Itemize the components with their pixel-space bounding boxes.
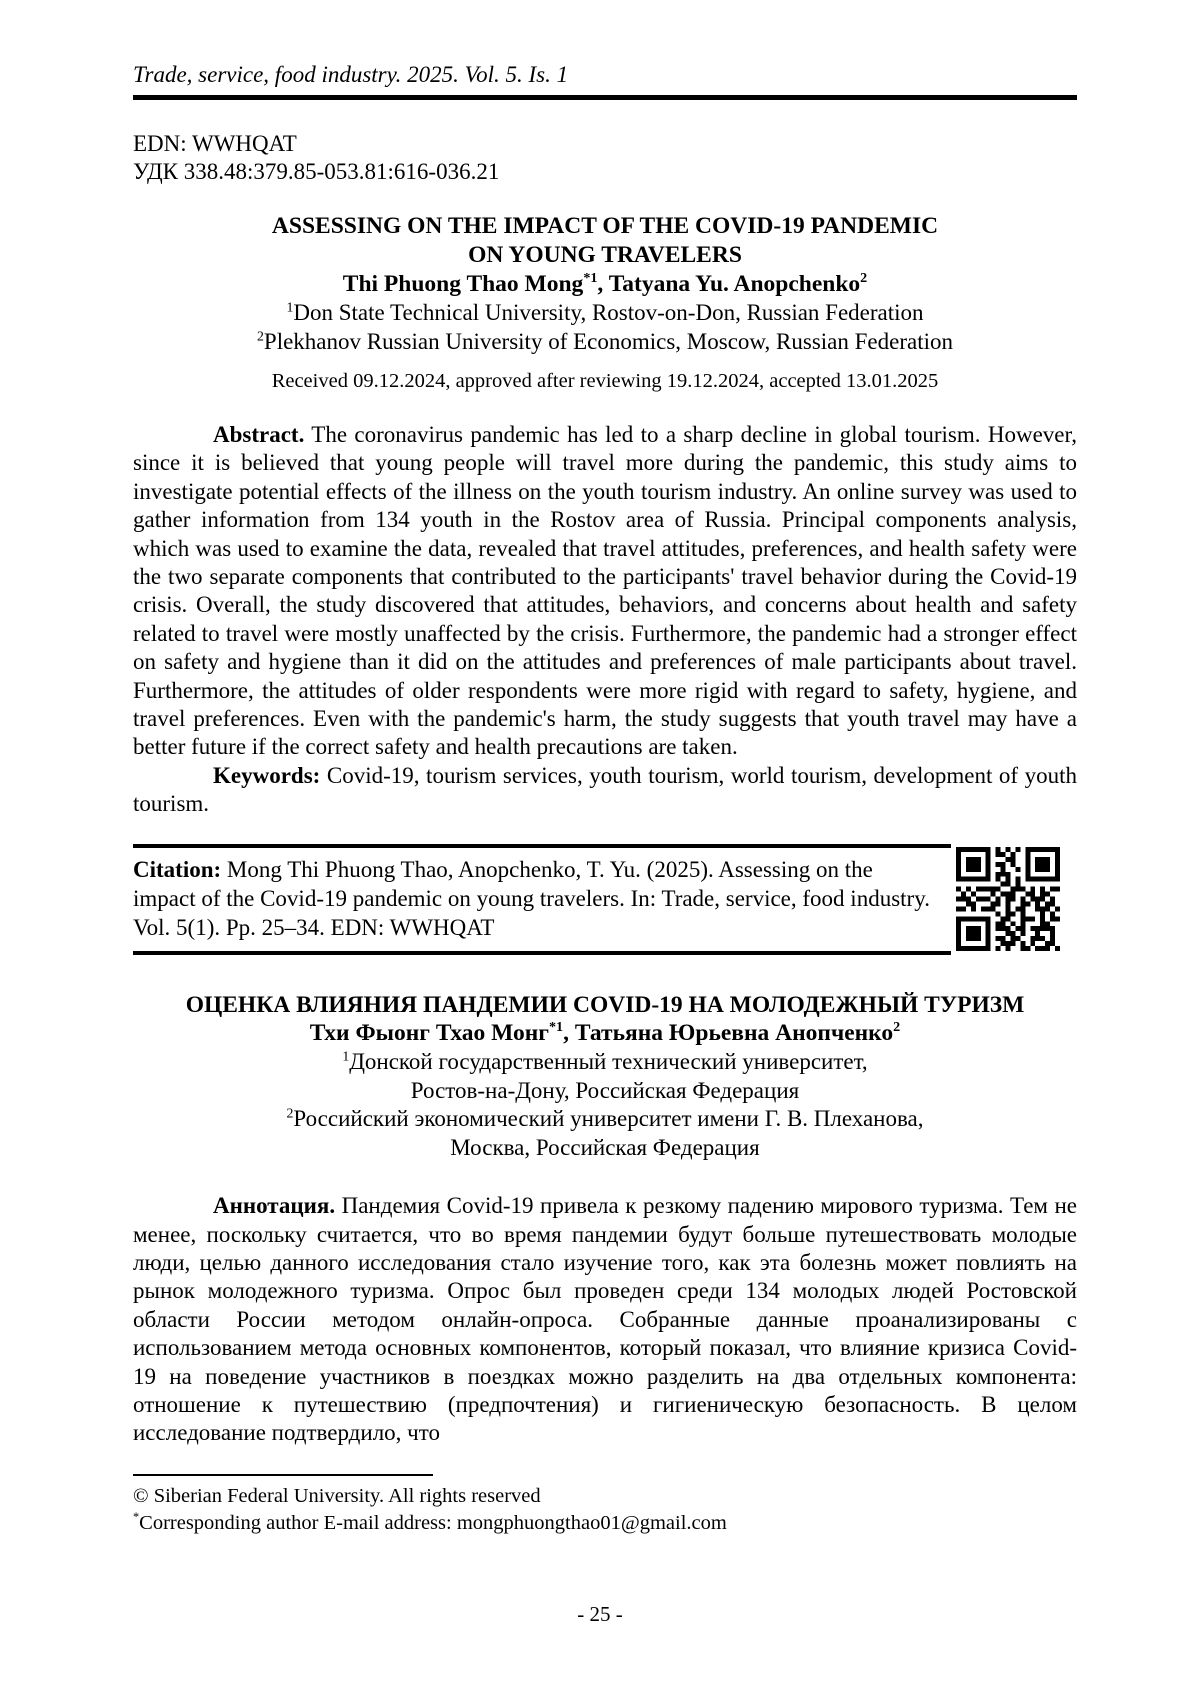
citation-paragraph [133, 855, 938, 942]
annotation-text: Пандемия Covid-19 привела к резкому падению мирового туризма. Тем не менее, поскольку считается, что во время пандемии будут больше путешествовать молодые люди, целью данного исследования стало изучение того, как эта болезнь может повлиять на рынок молодежного туризма. Опрос был проведен среди 134 молодых людей Ростовской области России методом онлайн-опроса. Собранные данные проанализированы с использованием метода основных компонентов, который показал, что влияние кризиса Covid-19 на поведение участников в поездках можно разделить на два отдельных компонента: отношение к путешествию (предпочтения) и гигиеническую безопасность. В целом исследование подтвердило, что [133, 1193, 1077, 1446]
codes-block [133, 130, 1077, 186]
affiliation-ru-3-sup: 2 [286, 1105, 294, 1121]
edn-code: EDN: WWHQAT [133, 131, 297, 156]
copyright-line: © Siberian Federal University. All rights reserved [133, 1484, 541, 1507]
affiliation-ru-4 [133, 1134, 1077, 1163]
header-double-rule [133, 95, 1077, 100]
affiliation-en-1-sup: 1 [286, 299, 294, 315]
author-en-2-sup: 2 [860, 270, 868, 287]
journal-header: Trade, service, food industry. 2025. Vol. 5. Is. 1 [133, 62, 569, 87]
keywords-label: Keywords: [213, 762, 321, 788]
abstract-label: Abstract. [213, 422, 305, 447]
russian-title-block [133, 991, 1077, 1163]
annotation-paragraph [133, 1192, 1077, 1448]
author-ru-2-name: Татьяна Юрьевна Анопченко [574, 1020, 894, 1047]
affiliation-ru-1-text: Донской государственный технический университет, [349, 1049, 868, 1075]
paper-title-ru: ОЦЕНКА ВЛИЯНИЯ ПАНДЕМИИ COVID-19 НА МОЛОДЕЖНЫЙ ТУРИЗМ [185, 991, 1025, 1018]
affiliation-ru-2 [133, 1077, 1077, 1106]
author-en-2-name: Tatyana Yu. Anopchenko [608, 271, 861, 297]
page-number: - 25 - [577, 1602, 623, 1626]
english-title-block [133, 212, 1077, 394]
affiliation-en-1 [133, 299, 1077, 328]
authors-en [133, 270, 1077, 299]
footnote-block [133, 1474, 1077, 1538]
affiliation-en-2-text: Plekhanov Russian University of Economics, Moscow, Russian Federation [263, 328, 953, 354]
footnote-rule [133, 1474, 433, 1476]
author-en-separator: , [597, 271, 609, 297]
affiliation-ru-4-text: Москва, Российская Федерация [450, 1134, 760, 1160]
udk-code: УДК 338.48:379.85-053.81:616-036.21 [133, 159, 500, 184]
authors-ru [133, 1019, 1077, 1048]
abstract-text: The coronavirus pandemic has led to a sharp decline in global tourism. However, since it is believed that young people will travel more during the pandemic, this study aims to investigate potential effects of the illness on the youth tourism industry. An online survey was used to gather information from 134 youth in the Rostov area of Russia. Principal components analysis, which was used to examine the data, revealed that travel attitudes, preferences, and health safety were the two separate components that contributed to the participants' travel behavior during the Covid-19 crisis. Overall, the study discovered that attitudes, behaviors, and concerns about health and safety related to travel were mostly unaffected by the crisis. Furthermore, the pandemic had a stronger effect on safety and hygiene than it did on the attitudes and preferences of male participants about travel. Furthermore, the attitudes of older respondents were more rigid with regard to safety, hygiene, and travel preferences. Even with the pandemic's harm, the study suggests that youth travel may have a better future if the correct safety and health precautions are taken. [133, 422, 1077, 760]
citation-text: Mong Thi Phuong Thao, Anopchenko, T. Yu. (2025). Assessing on the impact of the Covid-19 pandemic on young travelers. In: Trade, service, food industry. Vol. 5(1). Pp. 25–34. EDN: WWHQAT [133, 856, 930, 940]
abstract-section [133, 421, 1077, 819]
corresponding-author-sup: * [133, 1510, 140, 1525]
corresponding-author-text: Corresponding author E-mail address: mongphuongthao01@gmail.com [139, 1512, 727, 1535]
annotation-label: Аннотация. [213, 1193, 336, 1219]
affiliation-en-1-text: Don State Technical University, Rostov-on-Don, Russian Federation [293, 300, 924, 325]
affiliation-ru-1 [133, 1048, 1077, 1077]
received-line: Received 09.12.2024, approved after reviewing 19.12.2024, accepted 13.01.2025 [271, 370, 939, 392]
affiliation-en-2 [133, 328, 1077, 357]
affiliation-en-2-sup: 2 [257, 327, 264, 343]
annotation-section [133, 1192, 1077, 1448]
author-ru-2-sup: 2 [893, 1019, 901, 1036]
paper-title-en-line1: ASSESSING ON THE IMPACT OF THE COVID-19 PANDEMIC [271, 213, 939, 239]
affiliation-ru-2-text: Ростов-на-Дону, Российская Федерация [410, 1077, 800, 1103]
author-ru-1-name: Тхи Фыонг Тхао Монг [309, 1020, 549, 1047]
author-en-1-name: Thi Phuong Thao Mong [342, 271, 584, 297]
abstract-paragraph [133, 421, 1077, 762]
qr-code [956, 847, 1060, 951]
affiliation-ru-1-sup: 1 [342, 1048, 350, 1064]
affiliation-ru-3-text: Российский экономический университет имени Г. В. Плеханова, [293, 1106, 924, 1132]
keywords-paragraph [133, 762, 1077, 819]
paper-title-en-line2: ON YOUNG TRAVELERS [468, 242, 742, 268]
author-en-1-sup: *1 [583, 270, 598, 287]
corresponding-author-line [133, 1510, 1077, 1538]
citation-text-area [133, 844, 951, 955]
citation-box [133, 844, 1077, 955]
keywords-text: Covid-19, tourism services, youth tourism, world tourism, development of youth tourism. [133, 762, 1077, 817]
author-ru-separator: , [563, 1020, 575, 1047]
author-ru-1-sup: *1 [548, 1019, 564, 1036]
affiliation-ru-3 [133, 1105, 1077, 1134]
citation-label: Citation: [133, 856, 222, 882]
